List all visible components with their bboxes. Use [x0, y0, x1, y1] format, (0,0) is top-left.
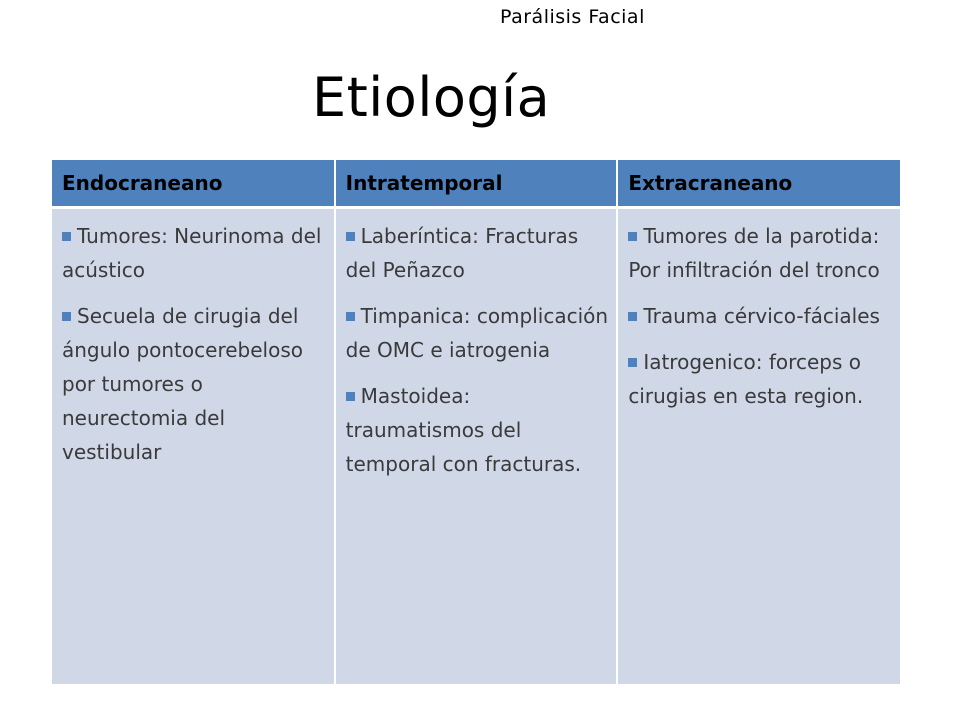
cell-endocraneano [52, 208, 335, 685]
list-item-text: Mastoidea: traumatismos del temporal con fracturas. [345, 384, 582, 476]
column-header-endocraneano: Endocraneano [52, 160, 335, 208]
list-item [62, 219, 328, 287]
column-header-intratemporal: Intratemporal [335, 160, 618, 208]
list-item-text: Timpanica: complicación de OMC e iatrogenia [345, 304, 609, 362]
list-item-text: Trauma cérvico-fáciales [643, 304, 880, 328]
column-header-extracraneano: Extracraneano [617, 160, 900, 208]
list-item [628, 345, 894, 413]
list-item [346, 219, 611, 287]
list-item-text: Tumores de la parotida: Por infiltración del tronco [628, 224, 880, 282]
table-row [52, 208, 900, 685]
list-item-text: Secuela de cirugia del ángulo pontocerebeloso por tumores o neurectomia del vestibular [62, 304, 303, 464]
cause-list [628, 219, 894, 413]
cause-list [346, 219, 611, 481]
square-bullet-icon [346, 392, 355, 401]
square-bullet-icon [628, 358, 637, 367]
list-item [62, 299, 328, 469]
list-item-text: Laberíntica: Fracturas del Peñazco [345, 224, 579, 282]
cell-extracraneano [617, 208, 900, 685]
list-item [346, 379, 611, 481]
slide-topic: Parálisis Facial [500, 6, 645, 28]
list-item-text: Tumores: Neurinoma del acústico [62, 224, 322, 282]
square-bullet-icon [346, 312, 355, 321]
slide-title: Etiología [312, 66, 551, 129]
table-header-row [52, 160, 900, 208]
square-bullet-icon [62, 232, 71, 241]
list-item [628, 219, 894, 287]
cause-list [62, 219, 328, 469]
etiology-table [52, 160, 900, 684]
square-bullet-icon [628, 312, 637, 321]
square-bullet-icon [346, 232, 355, 241]
square-bullet-icon [62, 312, 71, 321]
square-bullet-icon [628, 232, 637, 241]
cell-intratemporal [335, 208, 618, 685]
list-item [346, 299, 611, 367]
list-item-text: Iatrogenico: forceps o cirugias en esta region. [628, 350, 864, 408]
list-item [628, 299, 894, 333]
